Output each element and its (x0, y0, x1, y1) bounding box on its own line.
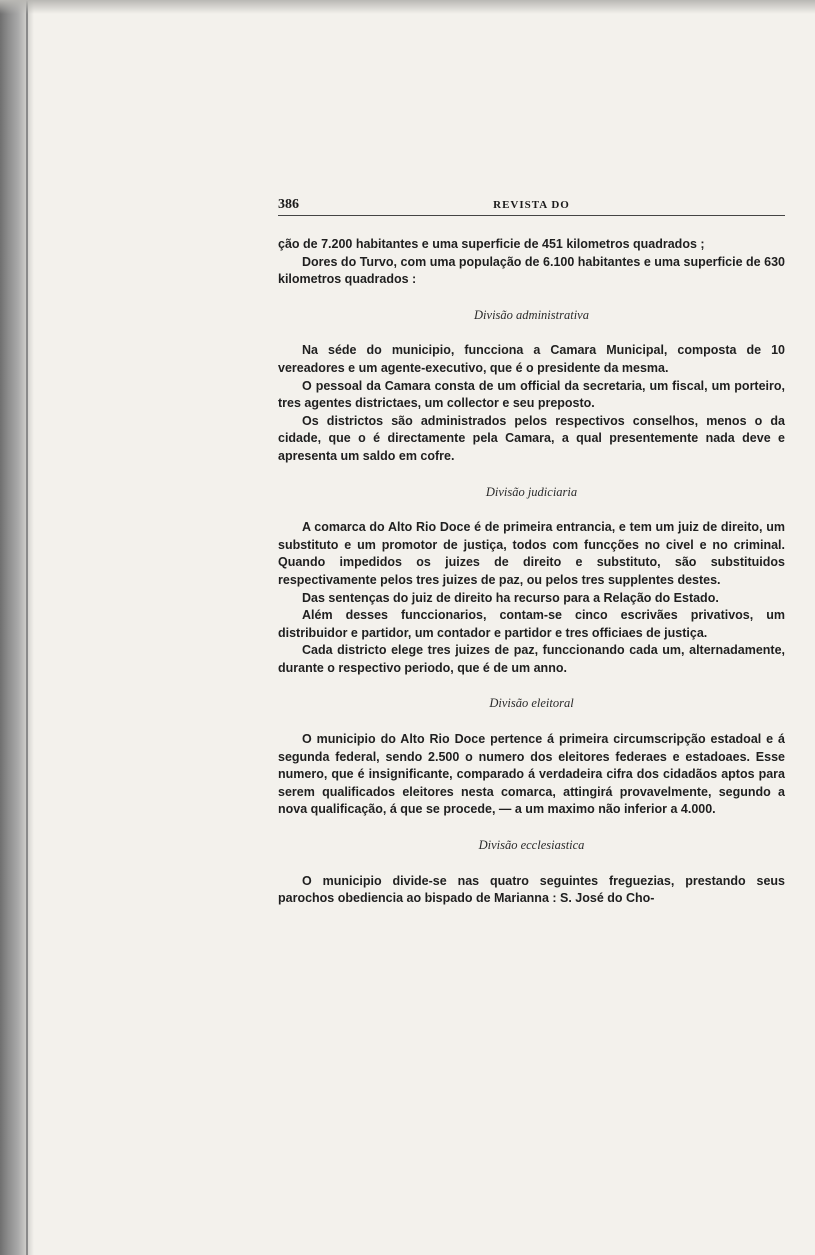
gutter-line (26, 0, 28, 1255)
section-heading-ecclesiastica: Divisão ecclesiastica (478, 838, 585, 853)
section-heading-administrativa: Divisão administrativa (474, 307, 589, 322)
paragraph: Na séde do municipio, funcciona a Camara Municipal, composta de 10 vereadores e um agente-executivo, que é o presidente da mesma. (278, 343, 785, 375)
paragraph: O pessoal da Camara consta de um official da secretaria, um fiscal, um porteiro, tres agentes districtaes, um collector e seu preposto. (278, 378, 785, 411)
page-top-edge (0, 0, 815, 14)
paragraph: ção de 7.200 habitantes e uma superficie de 451 kilometros quadrados ; (278, 237, 705, 251)
book-spine-shadow (0, 0, 34, 1255)
paragraph: A comarca do Alto Rio Doce é de primeira entrancia, e tem um juiz de direito, um substituto e um promotor de justiça, todos com funcções no civel e no criminal. Quando impedidos os juizes de direito e substituto, são substituidos respectivamente pelos tres juizes de paz, ou pelos tres supplentes destes. (278, 520, 785, 587)
paragraph: Além desses funccionarios, contam-se cinco escrivães privativos, um distribuidor e partidor, um contador e partidor e tres officiaes de justiça. (278, 608, 785, 640)
running-head-title: REVISTA DO (493, 199, 570, 211)
paragraph: O municipio do Alto Rio Doce pertence á primeira circumscripção estadoal e á segunda federal, sendo 2.500 o numero dos eleitores federaes e estadoaes. Esse numero, que é insignificante, comparado á verdadeira cifra dos cidadãos aptos para serem qualificados eleitores nesta comarca, attingirá provavelmente, segundo a nova qualificação, á que se procede, — a um maximo não inferior a 4.000. (278, 732, 785, 817)
page-content (278, 195, 785, 908)
body-text (278, 236, 785, 908)
section-heading-judiciaria: Divisão judiciaria (485, 484, 578, 499)
paragraph: Os districtos são administrados pelos respectivos conselhos, menos o da cidade, que o é directamente pela Camara, a qual presentemente nada deve e apresenta um saldo em cofre. (278, 413, 785, 463)
page-number: 386 (278, 197, 299, 212)
paragraph: Cada districto elege tres juizes de paz, funccionando cada um, alternadamente, durante o respectivo periodo, que é de um anno. (278, 643, 785, 675)
section-heading-eleitoral: Divisão eleitoral (489, 696, 574, 711)
paragraph: Dores do Turvo, com uma população de 6.100 habitantes e uma superficie de 630 kilometros quadrados : (278, 254, 785, 287)
paragraph: O municipio divide-se nas quatro seguintes freguezias, prestando seus parochos obediencia ao bispado de Marianna : S. José do Cho- (278, 873, 785, 906)
paragraph: Das sentenças do juiz de direito ha recurso para a Relação do Estado. (302, 590, 719, 605)
running-header (278, 195, 785, 216)
